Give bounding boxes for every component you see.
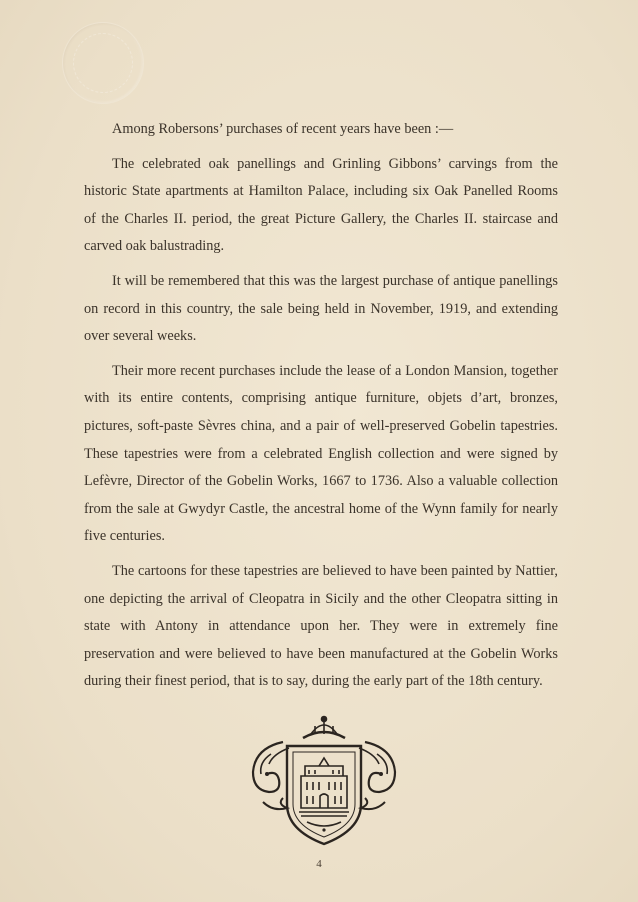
- page-number: 4: [316, 858, 322, 870]
- embossed-stamp-icon: [62, 22, 144, 104]
- ornamental-crest-with-building-icon: [243, 712, 405, 852]
- paragraph-largest-purchase: It will be remembered that this was the largest purchase of antique panellings on record in this country, the sale being held in November, 1919, and extending over several weeks.: [84, 272, 558, 345]
- paragraph-london-mansion: Their more recent purchases include the lease of a London Mansion, together with its entire contents, comprising antique furniture, objets d’art, bronzes, pictures, soft-paste Sèvres china, and a pair of well-preserved Gobelin tapestries. These tapestries were from a celebrated English collection and were signed by Lefèvre, Director of the Gobelin Works, 1667 to 1736. Also a valuable collection from the sale at Gwydyr Castle, the ancestral home of the Wynn family for nearly five centuries.: [84, 362, 558, 545]
- paragraph-hamilton-palace: The celebrated oak panellings and Grinling Gibbons’ carvings from the historic State apartments at Hamilton Palace, including six Oak Panelled Rooms of the Charles II. period, the great Picture Gallery, the Charles II. staircase and carved oak balustrading.: [84, 155, 558, 255]
- paragraph-cartoons: The cartoons for these tapestries are believed to have been painted by Nattier, one depicting the arrival of Cleopatra in Sicily and the other Cleopatra sitting in state with Antony in attendance upon her. They were in extremely fine preservation and were believed to have been manufactured at the Gobelin Works during their finest period, that is to say, during the early part of the 18th century.: [84, 562, 558, 690]
- paragraph-intro: Among Robersons’ purchases of recent years have been :—: [112, 121, 454, 137]
- body-text: [84, 116, 558, 703]
